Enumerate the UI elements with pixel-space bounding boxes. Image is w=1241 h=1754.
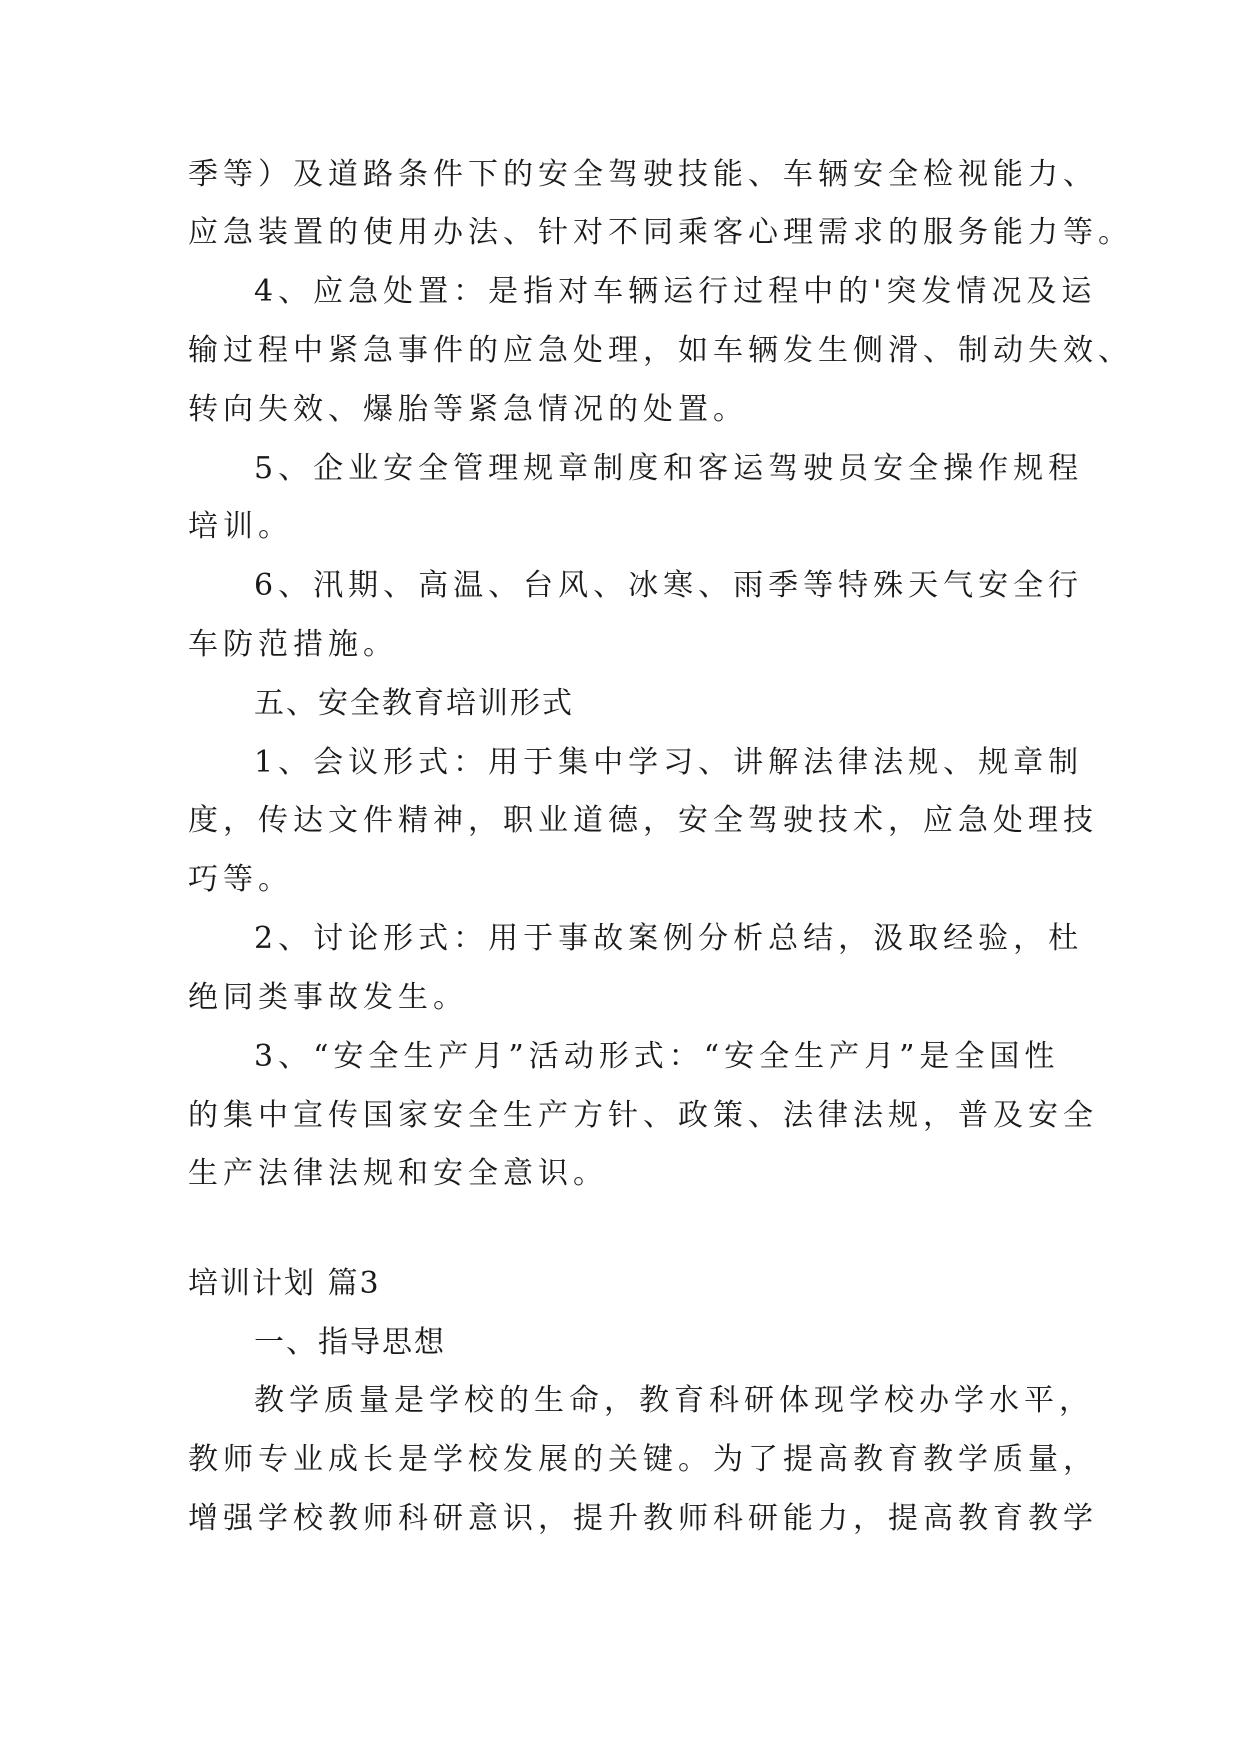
body-text-line: 增强学校教师科研意识，提升教师科研能力，提高教育教学 — [188, 1501, 1098, 1536]
paragraph-first-line: 3、“安全生产月”活动形式：“安全生产月”是全国性 — [254, 1039, 1060, 1074]
body-text-line: 的集中宣传国家安全生产方针、政策、法律法规，普及安全 — [188, 1098, 1098, 1133]
body-text-line: 绝同类事故发生。 — [188, 980, 468, 1015]
paragraph-first-line: 1、会议形式：用于集中学习、讲解法律法规、规章制 — [254, 745, 1084, 780]
body-text-line: 教师专业成长是学校发展的关键。为了提高教育教学质量， — [188, 1442, 1098, 1477]
body-text-line: 转向失效、爆胎等紧急情况的处置。 — [188, 392, 748, 427]
article-title: 培训计划 篇3 — [188, 1266, 381, 1301]
body-text-line: 季等）及道路条件下的安全驾驶技能、车辆安全检视能力、 — [188, 157, 1098, 192]
body-text-line: 度，传达文件精神，职业道德，安全驾驶技术，应急处理技 — [188, 803, 1098, 838]
paragraph-first-line: 4、应急处置：是指对车辆运行过程中的'突发情况及运 — [254, 274, 1097, 309]
paragraph-first-line: 教学质量是学校的生命，教育科研体现学校办学水平， — [254, 1383, 1094, 1418]
paragraph-first-line: 6、汛期、高温、台风、冰寒、雨季等特殊天气安全行 — [254, 568, 1084, 603]
body-text-line: 输过程中紧急事件的应急处理，如车辆发生侧滑、制动失效、 — [188, 333, 1133, 368]
paragraph-first-line: 2、讨论形式：用于事故案例分析总结，汲取经验，杜 — [254, 921, 1084, 956]
body-text-line: 培训。 — [188, 509, 293, 544]
body-text-line: 车防范措施。 — [188, 627, 398, 662]
section-heading: 一、指导思想 — [254, 1325, 446, 1360]
body-text-line: 生产法律法规和安全意识。 — [188, 1156, 608, 1191]
paragraph-first-line: 5、企业安全管理规章制度和客运驾驶员安全操作规程 — [254, 451, 1084, 486]
body-text-line: 巧等。 — [188, 862, 293, 897]
body-text-line: 应急装置的使用办法、针对不同乘客心理需求的服务能力等。 — [188, 215, 1133, 250]
section-heading: 五、安全教育培训形式 — [254, 686, 574, 721]
